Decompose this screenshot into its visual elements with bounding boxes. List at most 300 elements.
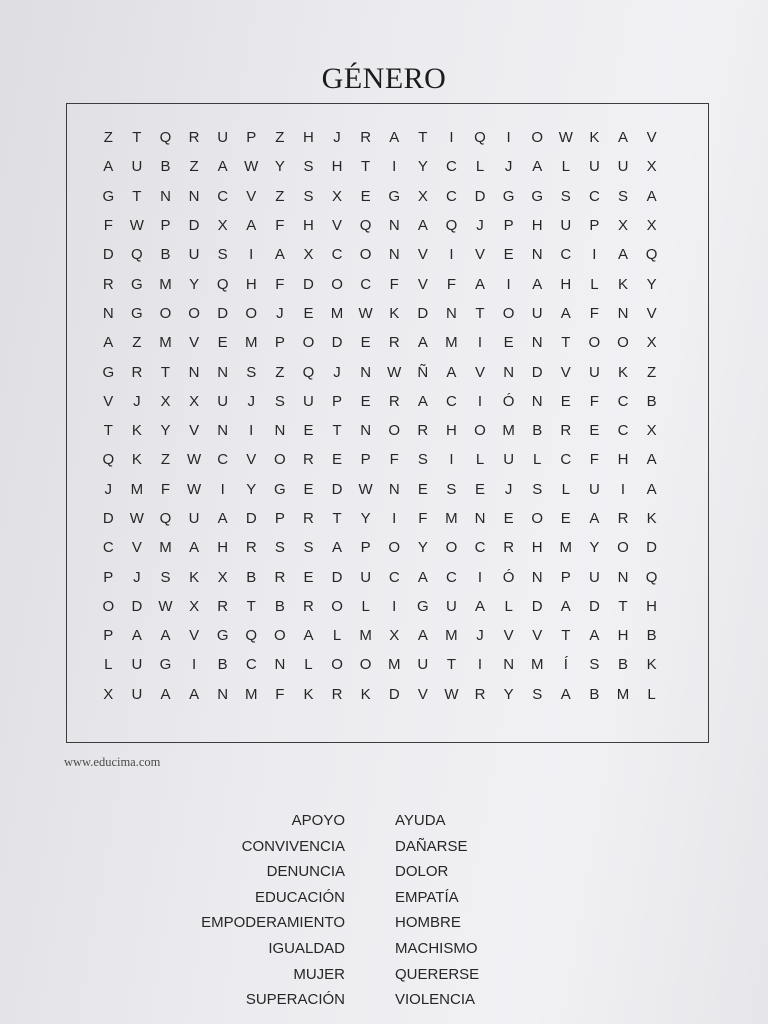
grid-letter: S xyxy=(274,539,285,557)
grid-letter: B xyxy=(617,656,628,674)
word-list-item: APOYO xyxy=(291,812,345,829)
grid-letter: J xyxy=(476,217,484,235)
grid-letter: N xyxy=(360,422,372,440)
grid-letter: J xyxy=(504,158,513,176)
grid-letter: V xyxy=(560,363,571,381)
grid-letter: D xyxy=(646,539,657,557)
grid-letter: J xyxy=(133,568,141,586)
grid-letter: U xyxy=(503,451,515,469)
grid-letter: S xyxy=(303,187,314,205)
grid-letter: U xyxy=(588,158,600,176)
grid-letter: I xyxy=(506,129,511,147)
word-list-item: CONVIVENCIA xyxy=(241,837,345,855)
grid-letter: B xyxy=(217,656,228,674)
grid-letter: F xyxy=(160,480,171,498)
grid-letter: X xyxy=(160,392,171,410)
grid-letter: J xyxy=(276,304,284,322)
grid-letter: T xyxy=(618,597,628,615)
grid-letter: F xyxy=(589,392,599,410)
grid-letter: A xyxy=(589,627,600,645)
grid-letter: J xyxy=(504,480,513,498)
grid-letter: U xyxy=(360,568,372,586)
grid-letter: G xyxy=(388,187,401,205)
grid-letter: L xyxy=(361,597,370,615)
grid-letter: C xyxy=(446,187,457,205)
grid-letter: Z xyxy=(646,363,657,381)
grid-letter: X xyxy=(217,217,228,235)
grid-letter: O xyxy=(617,334,629,352)
grid-letter: H xyxy=(531,539,543,557)
grid-letter: N xyxy=(188,187,200,205)
grid-letter: A xyxy=(589,510,600,527)
grid-letter: M xyxy=(445,510,458,527)
grid-letter: E xyxy=(503,246,514,264)
grid-letter: D xyxy=(217,304,229,322)
grid-letter: S xyxy=(274,392,285,410)
grid-letter: N xyxy=(446,304,457,322)
grid-letter: I xyxy=(191,656,197,674)
grid-letter: K xyxy=(646,510,657,527)
grid-letter: D xyxy=(131,597,143,615)
grid-letter: C xyxy=(217,187,229,205)
grid-letter: R xyxy=(503,539,515,557)
grid-letter: A xyxy=(475,597,486,615)
grid-letter: M xyxy=(445,334,458,352)
grid-letter: S xyxy=(303,539,314,557)
grid-letter: Ó xyxy=(502,392,515,410)
grid-letter: O xyxy=(331,656,343,674)
word-list-left xyxy=(201,808,345,1013)
grid-letter: O xyxy=(531,510,544,527)
grid-letter: L xyxy=(590,275,599,293)
grid-letter: U xyxy=(617,158,629,176)
grid-letter: S xyxy=(217,246,228,264)
word-search-grid xyxy=(94,123,666,709)
grid-letter: Y xyxy=(503,685,514,703)
grid-letter: A xyxy=(646,187,657,205)
grid-letter: J xyxy=(133,392,141,410)
grid-letter: N xyxy=(617,568,629,586)
grid-letter: A xyxy=(103,334,114,352)
grid-letter: H xyxy=(446,422,457,440)
grid-letter: T xyxy=(132,129,142,147)
grid-letter: X xyxy=(103,685,114,703)
grid-letter: A xyxy=(417,392,428,410)
grid-letter: S xyxy=(446,480,457,498)
grid-letter: B xyxy=(246,568,257,586)
grid-letter: H xyxy=(303,217,314,235)
grid-letter: I xyxy=(249,422,254,440)
word-list-item: DENUNCIA xyxy=(266,863,345,881)
grid-letter: P xyxy=(560,568,571,586)
grid-letter: R xyxy=(188,129,200,147)
grid-letter: N xyxy=(617,304,629,322)
grid-letter: I xyxy=(477,334,483,352)
grid-letter: U xyxy=(588,480,600,498)
grid-letter: B xyxy=(646,627,657,645)
grid-letter: M xyxy=(130,480,144,498)
grid-letter: W xyxy=(129,217,144,235)
grid-letter: G xyxy=(502,187,515,205)
grid-letter: R xyxy=(388,334,400,352)
grid-letter: O xyxy=(388,539,401,557)
source-url: www.educima.com xyxy=(64,755,161,769)
grid-letter: M xyxy=(159,334,172,352)
grid-letter: W xyxy=(186,480,202,498)
grid-letter: M xyxy=(530,656,544,674)
grid-letter: X xyxy=(189,597,200,615)
grid-letter: A xyxy=(417,334,428,352)
grid-letter: N xyxy=(531,392,543,410)
grid-letter: I xyxy=(477,392,483,410)
grid-letter: R xyxy=(245,539,257,557)
grid-letter: Y xyxy=(646,275,657,293)
grid-letter: T xyxy=(561,627,571,645)
grid-letter: U xyxy=(188,246,200,264)
grid-letter: Q xyxy=(645,568,658,586)
grid-letter: G xyxy=(216,627,229,645)
grid-letter: F xyxy=(446,275,456,293)
grid-letter: R xyxy=(388,392,400,410)
grid-letter: V xyxy=(189,334,200,352)
grid-letter: V xyxy=(131,539,142,557)
grid-letter: Q xyxy=(159,510,172,527)
grid-letter: B xyxy=(160,158,171,176)
grid-letter: D xyxy=(245,510,257,527)
grid-letter: D xyxy=(588,597,600,615)
grid-letter: Z xyxy=(275,129,285,147)
page-title: GÉNERO xyxy=(321,62,447,95)
grid-letter: F xyxy=(418,510,428,527)
grid-letter: A xyxy=(160,627,171,645)
grid-letter: J xyxy=(333,363,341,381)
grid-letter: C xyxy=(217,451,229,469)
grid-letter: V xyxy=(189,422,200,440)
grid-letter: L xyxy=(504,597,513,615)
word-list-item: MACHISMO xyxy=(395,939,478,957)
grid-letter: J xyxy=(476,627,484,645)
grid-letter: F xyxy=(103,217,113,235)
grid-letter: Y xyxy=(589,539,600,557)
grid-letter: O xyxy=(331,597,343,615)
grid-letter: I xyxy=(620,480,626,498)
grid-letter: K xyxy=(131,422,142,440)
grid-letter: O xyxy=(302,334,315,352)
grid-letter: L xyxy=(475,451,485,469)
grid-letter: F xyxy=(275,217,285,235)
grid-letter: T xyxy=(361,158,371,176)
grid-letter: D xyxy=(331,480,343,498)
grid-letter: E xyxy=(475,480,486,498)
grid-letter: L xyxy=(304,656,313,674)
grid-letter: X xyxy=(303,246,314,264)
grid-letter: K xyxy=(389,304,400,322)
grid-letter: Z xyxy=(103,129,113,147)
grid-letter: E xyxy=(560,510,571,527)
grid-letter: U xyxy=(588,568,600,586)
grid-letter: F xyxy=(275,275,285,293)
grid-letter: C xyxy=(560,451,572,469)
grid-letter: U xyxy=(531,304,543,322)
grid-letter: V xyxy=(332,217,343,235)
grid-letter: K xyxy=(617,275,628,293)
grid-letter: J xyxy=(333,129,341,147)
grid-letter: P xyxy=(103,568,114,586)
grid-letter: P xyxy=(103,627,114,645)
grid-letter: W xyxy=(129,510,144,527)
grid-letter: H xyxy=(560,275,572,293)
grid-letter: O xyxy=(159,304,172,322)
grid-letter: U xyxy=(188,510,200,527)
grid-letter: Z xyxy=(275,363,285,381)
grid-letter: T xyxy=(103,422,113,440)
grid-letter: S xyxy=(560,187,571,205)
grid-letter: A xyxy=(189,685,200,703)
grid-letter: N xyxy=(388,217,400,235)
grid-letter: Q xyxy=(102,451,115,469)
grid-letter: E xyxy=(360,392,371,410)
grid-letter: T xyxy=(446,656,456,674)
grid-letter: B xyxy=(274,597,285,615)
grid-letter: U xyxy=(131,656,143,674)
grid-letter: H xyxy=(646,597,657,615)
grid-letter: T xyxy=(332,422,342,440)
grid-letter: E xyxy=(332,451,343,469)
grid-letter: K xyxy=(360,685,371,703)
grid-letter: E xyxy=(417,480,428,498)
grid-letter: N xyxy=(388,246,400,264)
grid-letter: K xyxy=(189,568,200,586)
grid-letter: E xyxy=(360,187,371,205)
grid-letter: W xyxy=(358,304,373,322)
grid-letter: V xyxy=(246,187,257,205)
grid-letter: A xyxy=(560,304,571,322)
word-list-item: DAÑARSE xyxy=(395,837,468,855)
grid-letter: E xyxy=(503,334,514,352)
grid-letter: U xyxy=(560,217,572,235)
grid-letter: N xyxy=(360,363,372,381)
grid-letter: G xyxy=(102,363,115,381)
grid-letter: C xyxy=(588,187,600,205)
grid-letter: U xyxy=(217,129,229,147)
grid-letter: A xyxy=(617,129,628,147)
word-list-right xyxy=(395,808,479,1013)
grid-letter: J xyxy=(247,392,256,410)
grid-letter: U xyxy=(588,363,600,381)
grid-letter: H xyxy=(617,451,629,469)
grid-letter: A xyxy=(646,451,657,469)
grid-letter: O xyxy=(331,275,343,293)
grid-letter: O xyxy=(274,627,286,645)
grid-letter: D xyxy=(417,304,429,322)
grid-letter: H xyxy=(303,129,314,147)
grid-letter: T xyxy=(332,510,342,527)
grid-letter: F xyxy=(389,275,399,293)
grid-letter: F xyxy=(275,685,285,703)
grid-letter: B xyxy=(646,392,657,410)
grid-letter: A xyxy=(560,685,571,703)
grid-letter: Y xyxy=(246,480,257,498)
grid-letter: V xyxy=(475,363,486,381)
grid-letter: R xyxy=(417,422,429,440)
grid-letter: B xyxy=(160,246,171,264)
grid-letter: I xyxy=(220,480,225,498)
grid-letter: O xyxy=(445,539,458,557)
grid-letter: S xyxy=(417,451,428,469)
grid-letter: I xyxy=(392,510,397,527)
grid-letter: I xyxy=(592,246,597,264)
grid-letter: D xyxy=(188,217,200,235)
word-list-item: MUJER xyxy=(293,965,345,983)
grid-letter: D xyxy=(102,246,114,264)
grid-letter: T xyxy=(246,597,256,615)
grid-letter: N xyxy=(474,510,486,527)
grid-letter: A xyxy=(646,480,657,498)
grid-letter: Q xyxy=(445,217,458,235)
grid-letter: I xyxy=(449,451,454,469)
grid-letter: A xyxy=(532,158,543,176)
grid-letter: C xyxy=(446,392,457,410)
grid-letter: A xyxy=(217,158,228,176)
grid-letter: I xyxy=(449,129,454,147)
grid-letter: H xyxy=(617,627,629,645)
grid-letter: O xyxy=(359,246,372,264)
grid-letter: N xyxy=(274,656,286,674)
grid-letter: X xyxy=(217,568,228,586)
grid-letter: P xyxy=(274,510,285,527)
grid-letter: A xyxy=(303,627,314,645)
grid-letter: D xyxy=(331,568,343,586)
grid-letter: C xyxy=(331,246,343,264)
grid-letter: N xyxy=(531,246,543,264)
grid-letter: Q xyxy=(474,129,486,147)
grid-letter: C xyxy=(388,568,400,586)
grid-letter: T xyxy=(160,363,171,381)
grid-letter: A xyxy=(417,217,428,235)
grid-letter: M xyxy=(445,627,458,645)
grid-letter: I xyxy=(506,275,511,293)
word-list-item: DOLOR xyxy=(395,863,449,881)
grid-letter: Q xyxy=(216,275,229,293)
grid-letter: P xyxy=(589,217,600,235)
grid-letter: A xyxy=(274,246,285,264)
grid-letter: A xyxy=(417,627,428,645)
grid-letter: R xyxy=(131,363,143,381)
grid-letter: Í xyxy=(563,656,568,674)
grid-letter: P xyxy=(503,217,514,235)
grid-letter: P xyxy=(274,334,285,352)
grid-letter: L xyxy=(475,158,485,176)
grid-letter: C xyxy=(245,656,257,674)
word-list-item: VIOLENCIA xyxy=(395,991,476,1009)
grid-letter: C xyxy=(617,392,629,410)
grid-letter: F xyxy=(589,304,599,322)
grid-letter: O xyxy=(102,597,115,615)
grid-letter: S xyxy=(532,685,543,703)
grid-letter: M xyxy=(245,685,258,703)
grid-letter: T xyxy=(561,334,571,352)
grid-letter: S xyxy=(617,187,628,205)
grid-letter: M xyxy=(359,627,372,645)
grid-letter: Q xyxy=(131,246,143,264)
grid-letter: D xyxy=(102,510,114,527)
grid-letter: O xyxy=(474,422,486,440)
grid-letter: P xyxy=(360,451,371,469)
grid-letter: V xyxy=(417,685,428,703)
grid-letter: Y xyxy=(360,510,371,527)
grid-letter: H xyxy=(245,275,257,293)
grid-letter: S xyxy=(246,363,257,381)
grid-letter: V xyxy=(417,246,428,264)
grid-letter: Q xyxy=(245,627,258,645)
grid-letter: Z xyxy=(160,451,171,469)
grid-letter: L xyxy=(533,451,542,469)
grid-letter: O xyxy=(502,304,515,322)
grid-letter: A xyxy=(189,539,200,557)
grid-letter: A xyxy=(617,246,628,264)
grid-letter: N xyxy=(503,656,515,674)
grid-letter: M xyxy=(159,539,172,557)
grid-letter: E xyxy=(503,510,514,527)
grid-letter: N xyxy=(388,480,400,498)
grid-letter: D xyxy=(474,187,486,205)
grid-letter: L xyxy=(647,685,656,703)
grid-letter: J xyxy=(104,480,113,498)
grid-letter: A xyxy=(560,597,571,615)
grid-letter: L xyxy=(561,158,570,176)
grid-letter: Y xyxy=(160,422,171,440)
grid-letter: R xyxy=(217,597,229,615)
grid-letter: V xyxy=(503,627,514,645)
grid-letter: A xyxy=(532,275,543,293)
grid-letter: T xyxy=(132,187,142,205)
grid-letter: Q xyxy=(359,217,372,235)
grid-letter: N xyxy=(217,363,229,381)
grid-letter: D xyxy=(388,685,400,703)
grid-letter: X xyxy=(646,158,657,176)
grid-letter: Q xyxy=(645,246,658,264)
grid-letter: W xyxy=(387,363,402,381)
grid-letter: G xyxy=(531,187,544,205)
grid-letter: V xyxy=(532,627,543,645)
grid-letter: H xyxy=(217,539,229,557)
grid-letter: C xyxy=(446,158,457,176)
grid-letter: G xyxy=(131,304,143,322)
grid-letter: X xyxy=(646,334,657,352)
grid-letter: L xyxy=(561,480,570,498)
grid-letter: O xyxy=(245,304,258,322)
word-list-item: AYUDA xyxy=(395,812,446,829)
grid-letter: O xyxy=(359,656,372,674)
grid-letter: U xyxy=(303,392,314,410)
grid-letter: T xyxy=(418,129,428,147)
grid-letter: C xyxy=(617,422,629,440)
word-list-item: IGUALDAD xyxy=(268,939,345,957)
grid-letter: U xyxy=(131,158,143,176)
grid-letter: D xyxy=(531,363,543,381)
grid-letter: U xyxy=(446,597,457,615)
grid-letter: P xyxy=(332,392,343,410)
grid-letter: N xyxy=(217,422,229,440)
grid-letter: E xyxy=(303,480,314,498)
grid-letter: X xyxy=(189,392,200,410)
grid-letter: V xyxy=(246,451,257,469)
grid-letter: B xyxy=(589,685,600,703)
grid-letter: A xyxy=(246,217,257,235)
grid-letter: P xyxy=(246,129,257,147)
grid-letter: W xyxy=(158,597,173,615)
word-list-item: QUERERSE xyxy=(395,965,480,983)
